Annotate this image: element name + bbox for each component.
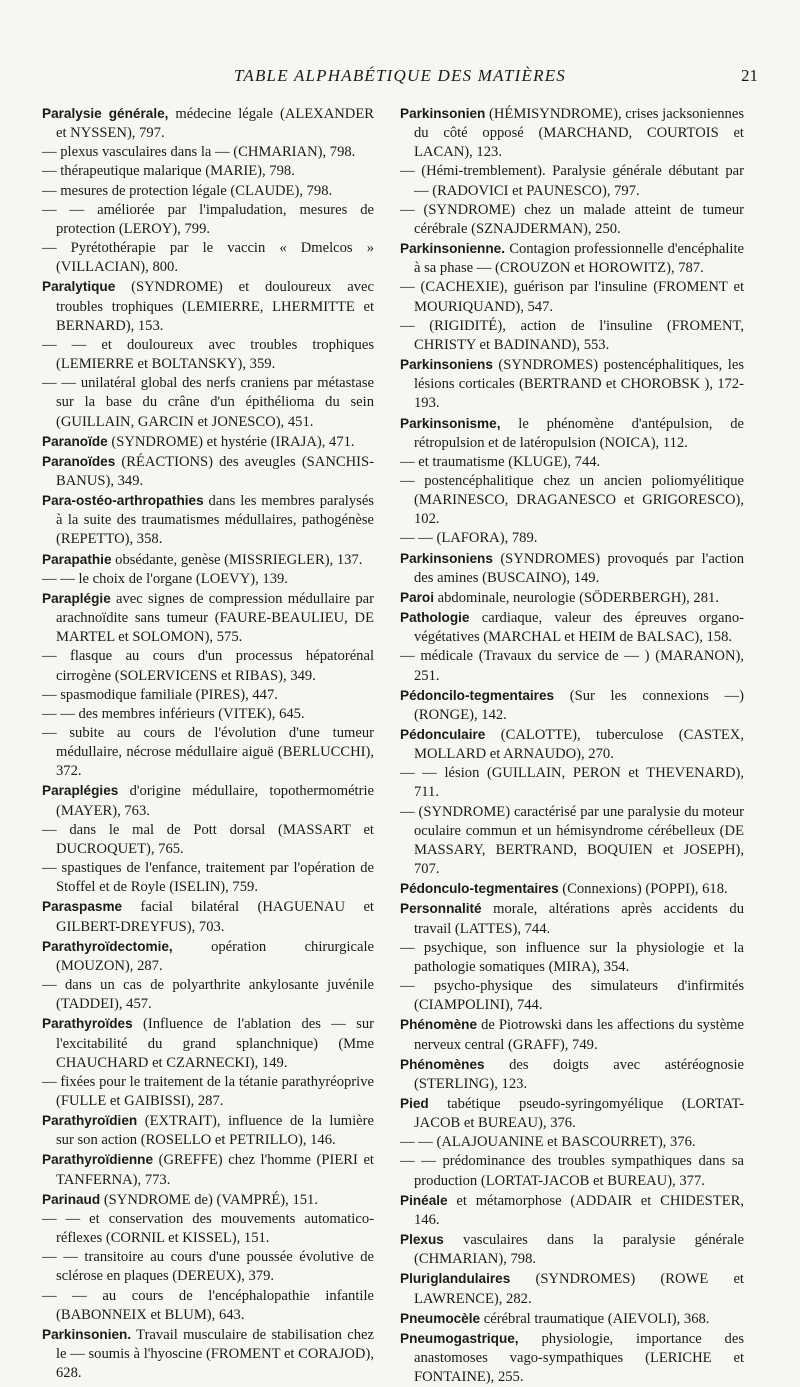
index-entry: [42, 976, 374, 1014]
entry-text: — plexus vasculaires dans la — (CHMARIAN), 798.: [42, 144, 356, 161]
right-column: [400, 104, 744, 1387]
entry-text: (Connexions) (POPPI), 618.: [558, 881, 728, 898]
index-entry: [42, 724, 374, 781]
index-entry: [400, 549, 744, 588]
entry-text: — médicale (Travaux du service de — ) (MARANON), 251.: [400, 648, 744, 684]
index-entry: [42, 182, 374, 201]
entry-text: — (RIGIDITÉ), action de l'insuline (FROMENT, CHRISTY et BADINAND), 553.: [400, 317, 744, 353]
entry-text: (CALOTTE), tuberculose (CASTEX, MOLLARD et ARNAUDO), 270.: [414, 727, 744, 763]
entry-text: opération chirurgicale (MOUZON), 287.: [56, 938, 374, 974]
entry-text: — — (ALAJOUANINE et BASCOURRET), 376.: [400, 1134, 696, 1151]
entry-text: Contagion professionnelle d'encéphalite à sa phase — (CROUZON et HOROWITZ), 787.: [414, 241, 744, 277]
index-entry: [400, 686, 744, 725]
index-entry: [400, 1094, 744, 1133]
entry-text: (SYNDROME de) (VAMPRÉ), 151.: [100, 1191, 319, 1208]
index-entry: [400, 414, 744, 453]
entry-headword: Parinaud: [42, 1191, 101, 1207]
entry-text: — subite au cours de l'évolution d'une tumeur médullaire, nécrose médullaire aiguë (BERLUCCHI), 372.: [42, 725, 374, 780]
entry-text: — — lésion (GUILLAIN, PERON et THEVENARD), 711.: [400, 765, 744, 801]
entry-text: (EXTRAIT), influence de la lumière sur son action (ROSELLO et PETRILLO), 146.: [56, 1113, 374, 1149]
entry-text: — — des membres inférieurs (VITEK), 645.: [42, 705, 305, 722]
entry-headword: Parkinsonien.: [42, 1326, 132, 1342]
index-entry: [400, 1191, 744, 1230]
entry-text: — — (LAFORA), 789.: [400, 530, 538, 547]
entry-headword: Parkinsoniens: [400, 550, 493, 566]
entry-headword: Parapathie: [42, 551, 112, 567]
entry-text: — dans le mal de Pott dorsal (MASSART et DUCROQUET), 765.: [42, 821, 374, 857]
entry-headword: Paroi: [400, 589, 434, 605]
index-entry: [400, 278, 744, 316]
entry-text: le phénomène d'antépulsion, de rétropulsion et de latéropulsion (NOICA), 112.: [414, 415, 744, 451]
entry-text: — postencéphalitique chez un ancien poliomyélitique (MARINESCO, DRAGANESCO et GRIGORESCO), 102.: [400, 472, 744, 528]
index-entry: [400, 1133, 744, 1152]
entry-headword: Parkinsonien: [400, 106, 486, 121]
index-entry: [400, 939, 744, 977]
entry-text: (SYNDROME) et hystérie (IRAJA), 471.: [107, 433, 355, 450]
index-entry: [400, 803, 744, 880]
entry-headword: Parkinsonienne.: [400, 241, 506, 257]
entry-headword: Pédonculo-tegmentaires: [400, 881, 559, 897]
index-entry: [42, 570, 374, 589]
index-entry: [400, 162, 744, 200]
entry-text: physiologie, importance des anastomoses vago-sympathiques (LERICHE et FONTAINE), 255.: [414, 1330, 744, 1386]
index-entry: [400, 1055, 744, 1094]
entry-headword: Parathyroïdien: [42, 1113, 138, 1129]
entry-text: — Pyrétothérapie par le vaccin « Dmelcos » (VILLACIAN), 800.: [42, 240, 374, 276]
index-entry: [400, 472, 744, 529]
entry-headword: Pédoncilo-tegmentaires: [400, 687, 555, 703]
entry-text: — (SYNDROME) caractérisé par une paralysie du moteur oculaire commun et un hémisyndrome cérébelleux (DE MASSARY, BERTRAND, BOQUIEN et JOSEPH), 707.: [400, 803, 744, 878]
index-entry: [400, 104, 744, 162]
entry-text: (SYNDROMES) (ROWE et LAWRENCE), 282.: [414, 1271, 744, 1307]
entry-text: — — au cours de l'encéphalopathie infantile (BABONNEIX et BLUM), 643.: [42, 1287, 374, 1323]
entry-text: — psychique, son influence sur la physiologie et la pathologie somatiques (MIRA), 354.: [400, 939, 744, 975]
entry-headword: Parathyroïdienne: [42, 1152, 154, 1168]
entry-text: Travail musculaire de stabilisation chez le — soumis à l'hyoscine (FROMENT et CORAJOD), 628.: [56, 1326, 374, 1382]
entry-headword: Parkinsonisme,: [400, 415, 501, 431]
index-entry: [400, 764, 744, 802]
index-entry: [42, 143, 374, 162]
index-entry: [400, 879, 744, 899]
entry-headword: Phénomène: [400, 1017, 478, 1033]
index-entry: [42, 104, 374, 143]
index-entry: [42, 491, 374, 549]
index-entry: [42, 432, 374, 452]
index-entry: [42, 1248, 374, 1286]
entry-headword: Parathyroïdes: [42, 1016, 133, 1032]
index-entry: [42, 647, 374, 685]
entry-text: — — prédominance des troubles sympathiques dans sa production (LORTAT-JACOB et BUREAU), 377.: [400, 1153, 744, 1189]
entry-text: (Influence de l'ablation des — sur l'excitabilité du grand splanchnique) (Mme CHAUCHARD et CZARNECKI), 149.: [56, 1016, 374, 1071]
index-entry: [42, 821, 374, 859]
entry-text: — — et conservation des mouvements automatico-réflexes (CORNIL et KISSEL), 151.: [42, 1210, 374, 1247]
entry-text: — et traumatisme (KLUGE), 744.: [400, 453, 601, 470]
index-entry: [400, 899, 744, 938]
entry-text: de Piotrowski dans les affections du système nerveux central (GRAFF), 749.: [414, 1017, 744, 1053]
index-entry: [400, 529, 744, 548]
index-entry: [42, 1014, 374, 1072]
index-entry: [400, 355, 744, 413]
index-entry: [42, 452, 374, 491]
index-entry: [42, 1111, 374, 1150]
entry-headword: Paraspasme: [42, 899, 123, 915]
entry-text: tabétique pseudo-syringomyélique (LORTAT-JACOB et BUREAU), 376.: [414, 1095, 744, 1132]
index-entry: [400, 1152, 744, 1190]
left-column: [42, 104, 374, 1383]
entry-headword: Pinéale: [400, 1192, 448, 1208]
index-entry: [42, 374, 374, 431]
entry-text: et métamorphose (ADDAIR et CHIDESTER, 146.: [414, 1192, 744, 1228]
index-entry: [400, 1015, 744, 1054]
entry-text: — — unilatéral global des nerfs craniens par métastase sur la base du crâne d'un épithélioma du sein (GUILLAIN, GARCIN et JONESCO), 451.: [42, 375, 374, 430]
index-entry: [42, 239, 374, 277]
index-entry: [400, 725, 744, 764]
page-number: 21: [741, 66, 758, 85]
entry-headword: Paranoïde: [42, 433, 108, 449]
index-entry: [42, 1190, 374, 1210]
entry-text: (RÉACTIONS) des aveugles (SANCHIS-BANUS), 349.: [56, 453, 374, 489]
index-entry: [42, 781, 374, 820]
entry-headword: Pneumogastrique,: [400, 1330, 519, 1346]
index-entry: [42, 1073, 374, 1111]
entry-text: — — transitoire au cours d'une poussée évolutive de sclérose en plaques (DEREUX), 379.: [42, 1249, 374, 1285]
index-entry: [42, 589, 374, 647]
entry-text: — thérapeutique malarique (MARIE), 798.: [42, 163, 295, 180]
entry-text: d'origine médullaire, topothermométrie (MAYER), 763.: [56, 783, 374, 819]
index-entry: [42, 705, 374, 724]
entry-text: — (Hémi-tremblement). Paralysie générale débutant par — (RADOVICI et PAUNESCO), 797.: [400, 163, 744, 199]
index-entry: [400, 647, 744, 685]
entry-text: — dans un cas de polyarthrite ankylosante juvénile (TADDEI), 457.: [42, 977, 374, 1013]
entry-text: — spasmodique familiale (PIRES), 447.: [42, 686, 278, 703]
entry-text: (SYNDROMES) provoqués par l'action des amines (BUSCAINO), 149.: [414, 550, 744, 586]
index-entry: [400, 239, 744, 278]
entry-headword: Phénomènes: [400, 1056, 485, 1072]
index-entry: [400, 977, 744, 1015]
entry-text: vasculaires dans la paralysie générale (CHMARIAN), 798.: [414, 1232, 744, 1268]
index-entry: [400, 608, 744, 647]
entry-headword: Pédonculaire: [400, 727, 486, 742]
entry-text: (GREFFE) chez l'homme (PIERI et TANFERNA), 773.: [56, 1152, 374, 1188]
index-entry: [400, 1309, 744, 1329]
entry-text: des doigts avec astéréognosie (STERLING), 123.: [414, 1056, 744, 1092]
entry-text: obsédante, genèse (MISSRIEGLER), 137.: [111, 551, 363, 568]
index-entry: [42, 1325, 374, 1383]
index-entry: [42, 550, 374, 570]
index-entry: [42, 1210, 374, 1248]
entry-text: morale, altérations après accidents du travail (LATTES), 744.: [414, 901, 744, 937]
index-entry: [42, 162, 374, 181]
entry-headword: Pluriglandulaires: [400, 1271, 511, 1287]
index-entry: [42, 1287, 374, 1325]
running-title: TABLE ALPHABÉTIQUE DES MATIÈRES: [234, 66, 566, 85]
index-entry: [400, 201, 744, 239]
index-entry: [400, 317, 744, 355]
entry-text: — (SYNDROME) chez un malade atteint de tumeur cérébrale (SZNAJDERMAN), 250.: [400, 201, 744, 237]
index-entry: [42, 686, 374, 705]
entry-headword: Para-ostéo-arthropathies: [42, 493, 204, 509]
entry-headword: Pathologie: [400, 610, 470, 626]
index-entry: [400, 453, 744, 472]
index-entry: [400, 588, 744, 608]
entry-text: — mesures de protection légale (CLAUDE), 798.: [42, 182, 333, 199]
entry-headword: Paralytique: [42, 279, 116, 295]
entry-text: avec signes de compression médullaire par arachnoïdite sans tumeur (FAURE-BEAULIEU, DE MARTEL et SOLOMON), 575.: [56, 590, 374, 646]
entry-text: — fixées pour le traitement de la tétanie parathyréoprive (FULLE et GAIBISSI), 287.: [42, 1073, 374, 1109]
entry-headword: Paralysie générale,: [42, 106, 169, 121]
entry-text: — — et douloureux avec troubles trophiques (LEMIERRE et BOLTANSKY), 359.: [42, 336, 374, 373]
entry-text: abdominale, neurologie (SÖDERBERGH), 281.: [434, 589, 719, 606]
entry-text: (HÉMISYNDROME), crises jacksoniennes du côté opposé (MARCHAND, COURTOIS et LACAN), 123.: [414, 106, 744, 161]
entry-headword: Parkinsoniens: [400, 357, 493, 373]
entry-text: — flasque au cours d'un processus hépatorénal cirrogène (SOLERVICENS et RIBAS), 349.: [42, 648, 374, 684]
page-header: [42, 66, 758, 90]
index-entry: [42, 336, 374, 374]
entry-headword: Parathyroïdectomie,: [42, 938, 173, 954]
entry-text: cérébral traumatique (AIEVOLI), 368.: [480, 1310, 710, 1327]
entry-headword: Paranoïdes: [42, 453, 116, 469]
entry-text: cardiaque, valeur des épreuves organo-végétatives (MARCHAL et HEIM de BALSAC), 158.: [414, 610, 744, 646]
index-entry: [400, 1329, 744, 1387]
entry-headword: Personnalité: [400, 901, 482, 917]
entry-text: — — améliorée par l'impaludation, mesures de protection (LEROY), 799.: [42, 201, 374, 237]
entry-text: facial bilatéral (HAGUENAU et GILBERT-DREYFUS), 703.: [56, 899, 374, 935]
entry-headword: Pied: [400, 1095, 429, 1111]
entry-text: dans les membres paralysés à la suite des traumatismes médullaires, pathogénèse (REPETTO), 358.: [56, 493, 374, 548]
index-entry: [400, 1269, 744, 1308]
entry-headword: Paraplégie: [42, 590, 111, 606]
entry-text: (Sur les connexions —) (RONGE), 142.: [414, 687, 744, 723]
entry-text: (SYNDROMES) postencéphalitiques, les lésions corticales (BERTRAND et CHOROBSK ), 172-193.: [414, 357, 744, 412]
entry-headword: Pneumocèle: [400, 1310, 481, 1326]
entry-text: (SYNDROME) et douloureux avec troubles trophiques (LEMIERRE, LHERMITTE et BERNARD), 153.: [56, 279, 374, 334]
entry-headword: Plexus: [400, 1232, 444, 1248]
entry-text: — (CACHEXIE), guérison par l'insuline (FROMENT et MOURIQUAND), 547.: [400, 279, 744, 315]
index-entry: [42, 201, 374, 239]
index-entry: [42, 859, 374, 897]
index-entry: [42, 937, 374, 976]
entry-text: — spastiques de l'enfance, traitement par l'opération de Stoffel et de Royle (ISELIN), 759.: [42, 860, 374, 896]
entry-headword: Paraplégies: [42, 783, 119, 799]
index-entry: [42, 1150, 374, 1189]
index-entry: [42, 897, 374, 936]
index-entry: [400, 1230, 744, 1269]
entry-text: médecine légale (ALEXANDER et NYSSEN), 797.: [56, 106, 374, 142]
entry-text: — — le choix de l'organe (LOEVY), 139.: [42, 570, 288, 587]
index-entry: [42, 277, 374, 335]
entry-text: — psycho-physique des simulateurs d'infirmités (CIAMPOLINI), 744.: [400, 978, 744, 1014]
